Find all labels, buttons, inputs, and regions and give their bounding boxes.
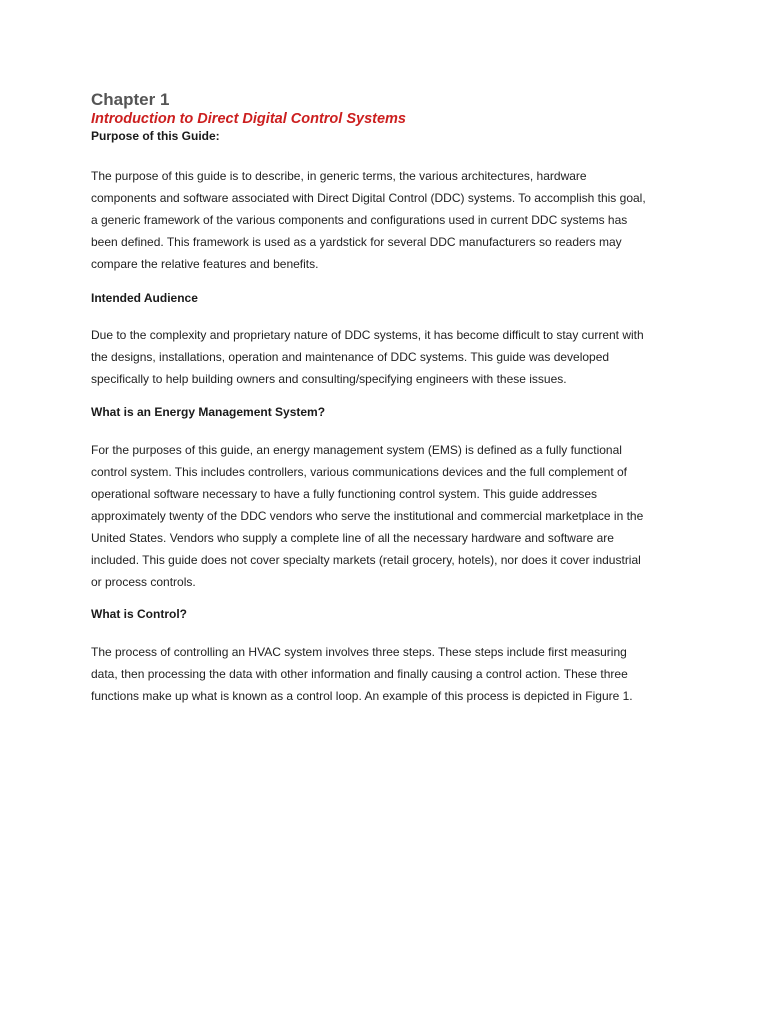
paragraph-line: United States. Vendors who supply a complete line of all the necessary hardware and software are: [91, 531, 614, 545]
paragraph-line: included. This guide does not cover specialty markets (retail grocery, hotels), nor does it cover industrial: [91, 553, 641, 567]
paragraph-line: or process controls.: [91, 575, 196, 589]
paragraph-line: control system. This includes controllers, various communications devices and the full complement of: [91, 465, 628, 479]
section-body-purpose: [91, 165, 681, 275]
paragraph-line: data, then processing the data with other information and finally causing a control action. These three: [91, 667, 628, 681]
paragraph-line: The purpose of this guide is to describe, in generic terms, the various architectures, hardware: [91, 169, 587, 183]
paragraph-line: a generic framework of the various components and configurations used in current DDC systems has: [91, 213, 628, 227]
paragraph-line: approximately twenty of the DDC vendors who serve the institutional and commercial marketplace in the: [91, 509, 644, 523]
paragraph-line: functions make up what is known as a control loop. An example of this process is depicted in Figure 1.: [91, 689, 633, 703]
section-heading-what-is-control: What is Control?: [91, 607, 187, 621]
section-heading-ems: What is an Energy Management System?: [91, 405, 326, 419]
section-heading-intended-audience: Intended Audience: [91, 291, 198, 305]
document-page: [91, 89, 681, 707]
chapter-title: Chapter 1: [91, 90, 170, 109]
paragraph-line: the designs, installations, operation and maintenance of DDC systems. This guide was developed: [91, 350, 610, 364]
section-body-intended-audience: [91, 324, 681, 390]
paragraph-line: The process of controlling an HVAC system involves three steps. These steps include first measuring: [91, 645, 627, 659]
paragraph-line: been defined. This framework is used as a yardstick for several DDC manufacturers so readers may: [91, 235, 622, 249]
paragraph-line: Due to the complexity and proprietary nature of DDC systems, it has become difficult to stay current with: [91, 328, 644, 342]
paragraph-line: For the purposes of this guide, an energy management system (EMS) is defined as a fully functional: [91, 443, 622, 457]
section-heading-purpose: Purpose of this Guide:: [91, 129, 220, 143]
paragraph-line: operational software necessary to have a fully functioning control system. This guide addresses: [91, 487, 598, 501]
paragraph-line: specifically to help building owners and consulting/specifying engineers with these issues.: [91, 372, 567, 386]
paragraph-line: compare the relative features and benefits.: [91, 257, 319, 271]
paragraph-line: components and software associated with Direct Digital Control (DDC) systems. To accomplish this goal,: [91, 191, 646, 205]
section-body-what-is-control: [91, 641, 681, 707]
chapter-subtitle: Introduction to Direct Digital Control Systems: [91, 111, 406, 127]
section-body-ems: [91, 439, 681, 593]
